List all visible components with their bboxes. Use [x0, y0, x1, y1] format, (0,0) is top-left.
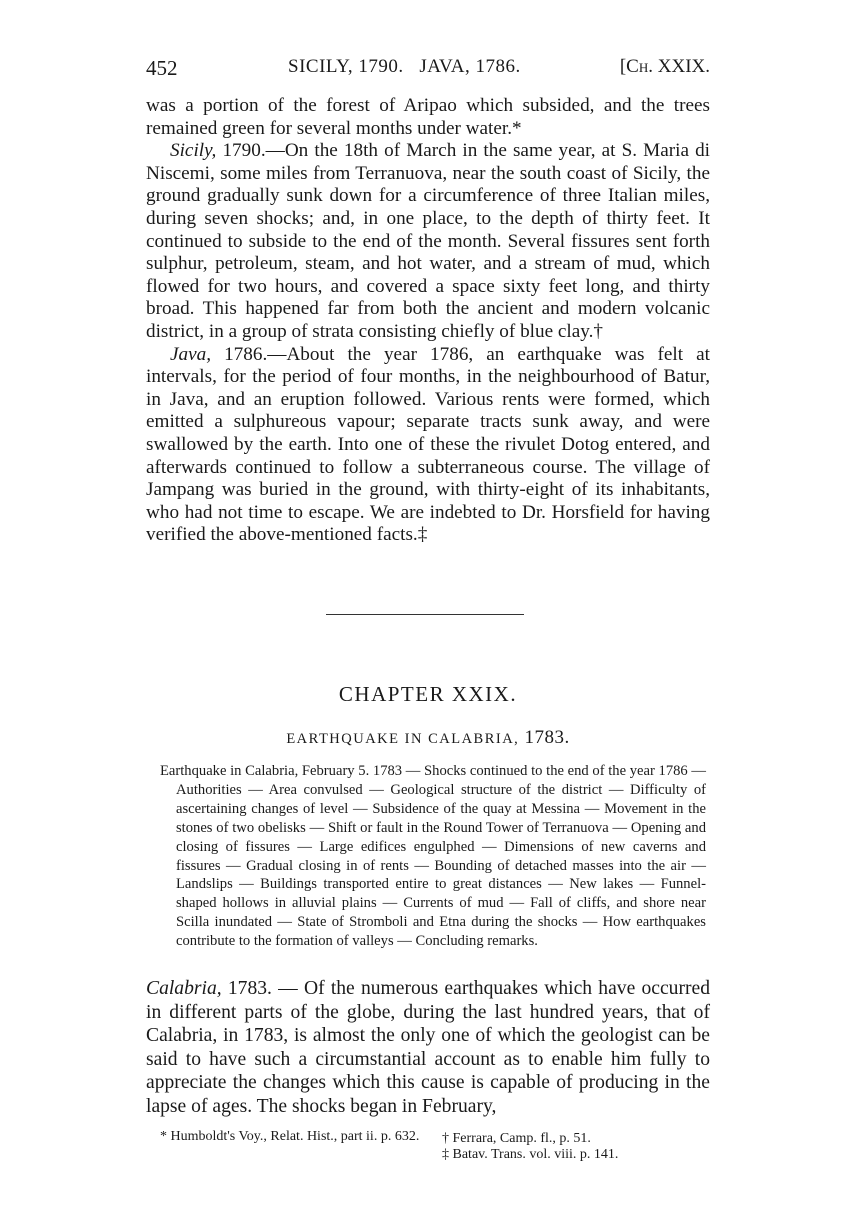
footnote-left [160, 1129, 432, 1145]
chapter-summary-text: Earthquake in Calabria, February 5. 1783 — Shocks continued to the end of the year 1786 — Authorities — Area convulsed — Geological structure of the district — Difficulty of ascertaining changes of level — Subsidence of the quay at Messina — Movement in the stones of two obelisks — Shift or fault in the Round Tower of Terranuova — Opening and closing of fissures — Large edifices engulphed — Dimensions of new caverns and fissures — Gradual closing in of rents — Bounding of detached masses into the air — Landslips — Buildings transported entire to great distances — New lakes — Funnel-shaped hollows in alluvial plains — Currents of mud — Fall of cliffs, and shore near Scilla inundated — State of Stromboli and Etna during the shocks — How earthquakes contribute to the formation of valleys — Concluding remarks. [160, 763, 706, 950]
sicily-paragraph [146, 140, 710, 343]
sicily-label: Sicily, [170, 140, 217, 162]
section-divider [326, 614, 524, 615]
footnote-ferrara: † Ferrara, Camp. fl., p. 51. [442, 1131, 591, 1146]
java-text: 1786.—About the year 1786, an earthquake was felt at intervals, for the period of four months, in the neighbourhood of Batur, in Java, and an eruption followed. Various rents were formed, which emitted a sulphureous vapour; separate tracts sunk away, and were swallowed by the earth. Into one of these the rivulet Dotog entered, and afterwards continued to follow a subterraneous course. The village of Jampang was buried in the ground, with thirty-eight of its inhabitants, who had not time to escape. We are indebted to Dr. Horsfield for having verified the above-mentioned facts.‡ [146, 343, 710, 546]
page-number: 452 [146, 56, 178, 80]
footnotes [160, 1129, 710, 1189]
calabria-text: 1783. — Of the numerous earthquakes which have occurred in different parts of the globe, during the last hundred years, that of Calabria, in 1783, is almost the only one of which the geologist can be said to have such a circumstantial account as to enable him fully to appreciate the changes which this cause is capable of producing in the lapse of ages. The shocks began in February, [146, 978, 710, 1117]
java-label: Java, [170, 343, 212, 365]
chapter-subtitle-text: EARTHQUAKE IN CALABRIA, [286, 731, 520, 747]
running-head [146, 56, 710, 86]
running-chapter: [Ch. XXIX. [619, 56, 710, 77]
chapter-subtitle-year: 1783. [524, 727, 570, 748]
running-title: SICILY, 1790. JAVA, 1786. [288, 56, 521, 77]
chapter-summary [160, 762, 706, 951]
sicily-text: 1790.—On the 18th of March in the same year, at S. Maria di Niscemi, some miles from Terranuova, near the south coast of Sicily, the ground gradually sunk down for a circumference of three Italian miles, during seven shocks; and, in one place, to the depth of thirty feet. It continued to subside to the end of the month. Several fissures sent forth sulphur, petroleum, steam, and hot water, and a stream of mud, which flowed for two hours, and covered a space sixty feet long, and thirty broad. This happened far from both the ancient and modern volcanic district, in a group of strata consisting chiefly of blue clay.† [146, 140, 710, 342]
chapter-heading: CHAPTER XXIX. [338, 682, 518, 706]
continuation-paragraph: was a portion of the forest of Aripao which subsided, and the trees remained green for several months under water.* [146, 95, 710, 139]
java-paragraph [146, 344, 710, 547]
calabria-label: Calabria, [146, 978, 222, 999]
footnote-humboldt: * Humboldt's Voy., Relat. Hist., part ii. p. 632. [160, 1129, 420, 1144]
footnote-batav: ‡ Batav. Trans. vol. viii. p. 141. [442, 1147, 619, 1162]
footnote-right [442, 1131, 712, 1163]
calabria-paragraph [146, 977, 710, 1118]
section-sicily-java [146, 95, 710, 547]
chapter-subtitle [146, 727, 710, 749]
section-calabria [146, 977, 710, 1118]
